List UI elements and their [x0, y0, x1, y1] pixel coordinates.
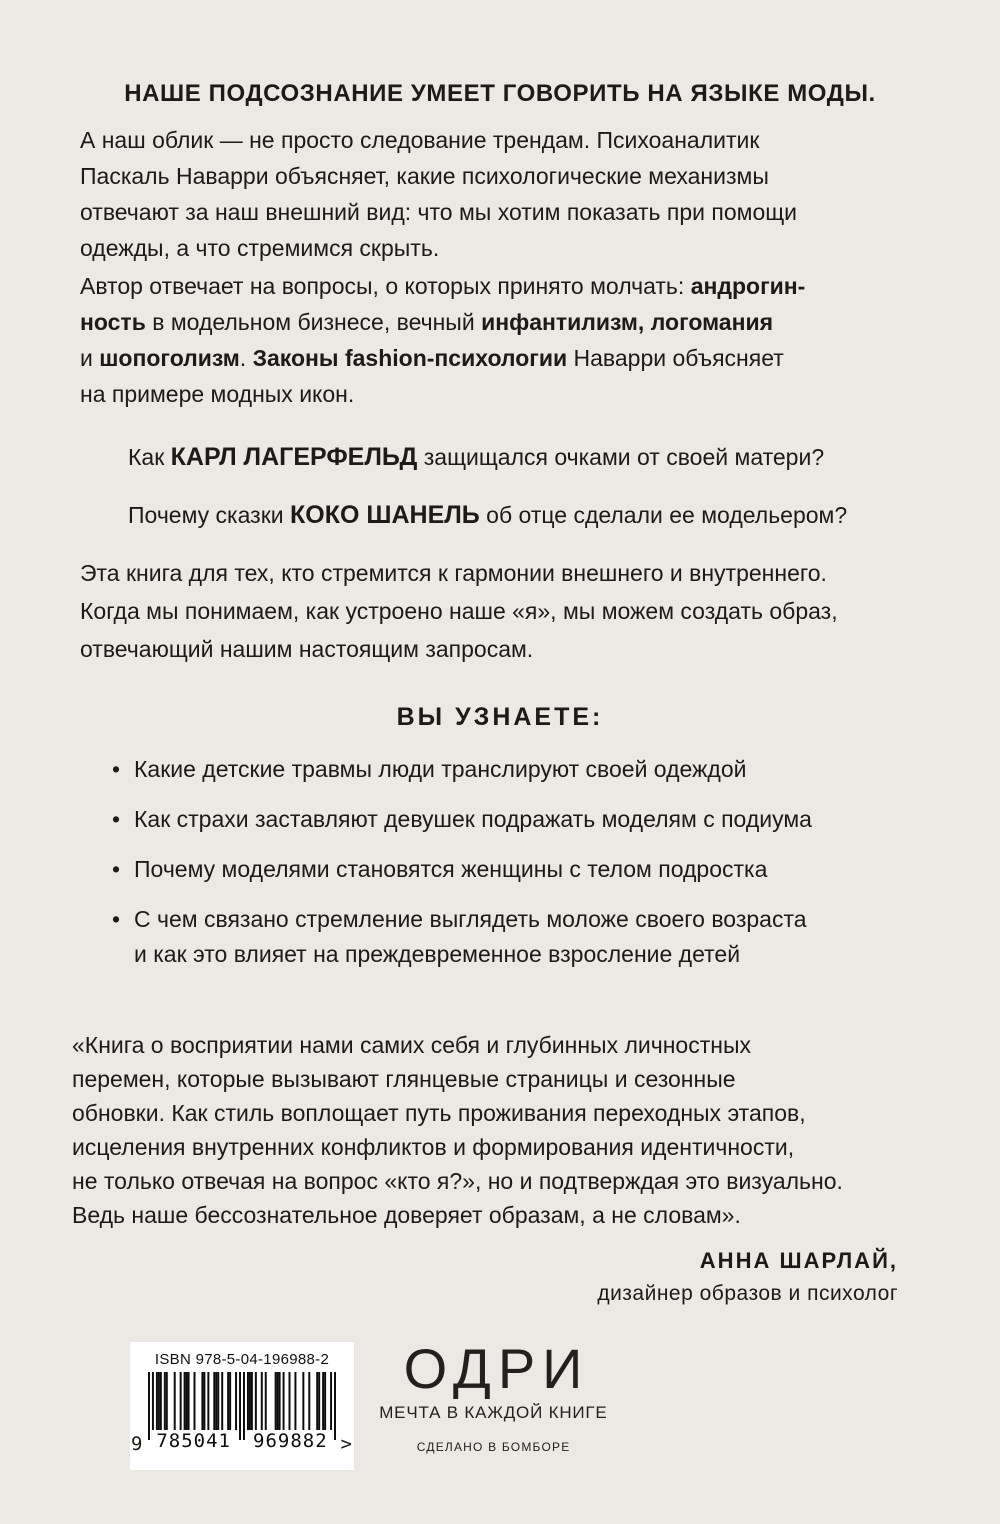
bullet-icon: •	[112, 906, 121, 932]
isbn-label: ISBN 978-5-04-196988-2	[154, 1351, 330, 1368]
question-chanel: Почему сказки КОКО ШАНЕЛЬ об отце сделали ее модельером?	[128, 501, 848, 529]
list-item-text: Как страхи заставляют девушек подражать моделям с подиума	[134, 806, 812, 832]
question-lagerfeld: Как КАРЛ ЛАГЕРФЕЛЬД защищался очками от своей матери?	[128, 443, 825, 471]
review-author: АННА ШАРЛАЙ,	[699, 1248, 898, 1273]
list-item-text: Какие детские травмы люди транслируют своей одеждой	[134, 756, 747, 782]
list-item-text: Почему моделями становятся женщины с телом подростка	[134, 856, 768, 882]
barcode-digits-right: 969882	[249, 1430, 332, 1452]
list-item	[112, 802, 812, 837]
barcode-trailer: >	[340, 1433, 352, 1455]
barcode-block	[130, 1342, 354, 1470]
list-item	[112, 902, 812, 972]
barcode-digits	[148, 1430, 336, 1452]
review-attribution	[597, 1248, 898, 1306]
barcode-lead-digit: 9	[131, 1433, 143, 1455]
bullet-icon: •	[112, 756, 121, 782]
barcode-digits-left: 785041	[152, 1430, 235, 1452]
publisher-name: ОДРИ	[403, 1337, 590, 1400]
review-quote: «Книга о восприятии нами самих себя и глубинных личностных перемен, которые вызывают глянцевые страницы и сезонные обновки. Как стиль воплощает путь проживания переходных этапов, исцеления внутренних конфликтов и формирования идентичности, не только отвечая на вопрос «кто я?», но и подтверждая это визуально. Ведь наше бессознательное доверяет образам, а не словам».	[72, 1032, 843, 1228]
headline: НАШЕ ПОДСОЗНАНИЕ УМЕЕТ ГОВОРИТЬ НА ЯЗЫКЕ МОДЫ.	[124, 80, 876, 107]
barcode	[131, 1372, 352, 1455]
list-item	[112, 852, 812, 887]
learn-heading: ВЫ УЗНАЕТЕ:	[396, 703, 604, 731]
intro-paragraph: А наш облик — не просто следование трендам. Психоаналитик Паскаль Наварри объясняет, какие психологические механизмы отвечают за наш внешний вид: что мы хотим показать при помощи одежды, а что стремимся скрыть.	[80, 127, 798, 261]
list-item	[112, 752, 812, 787]
publisher-logo	[368, 1337, 618, 1454]
publisher-made-in: СДЕЛАНО В БОМБОРЕ	[416, 1440, 571, 1454]
topics-paragraph: Автор отвечает на вопросы, о которых принято молчать: андрогин- ность в модельном бизнесе, вечный инфантилизм, логомания и шопоголизм. Законы fashion-психологии Наварри объясняет на примере модных икон.	[80, 273, 806, 407]
learn-list	[112, 752, 812, 987]
bullet-icon: •	[112, 806, 121, 832]
purpose-paragraph: Эта книга для тех, кто стремится к гармонии внешнего и внутреннего. Когда мы понимаем, как устроено наше «я», мы можем создать образ, отвечающий нашим настоящим запросам.	[80, 560, 838, 662]
bullet-icon: •	[112, 856, 121, 882]
publisher-tagline: МЕЧТА В КАЖДОЙ КНИГЕ	[379, 1403, 608, 1422]
list-item-text: С чем связано стремление выглядеть моложе своего возраста и как это влияет на преждевременное взросление детей	[134, 906, 807, 967]
review-author-title: дизайнер образов и психолог	[597, 1282, 898, 1305]
